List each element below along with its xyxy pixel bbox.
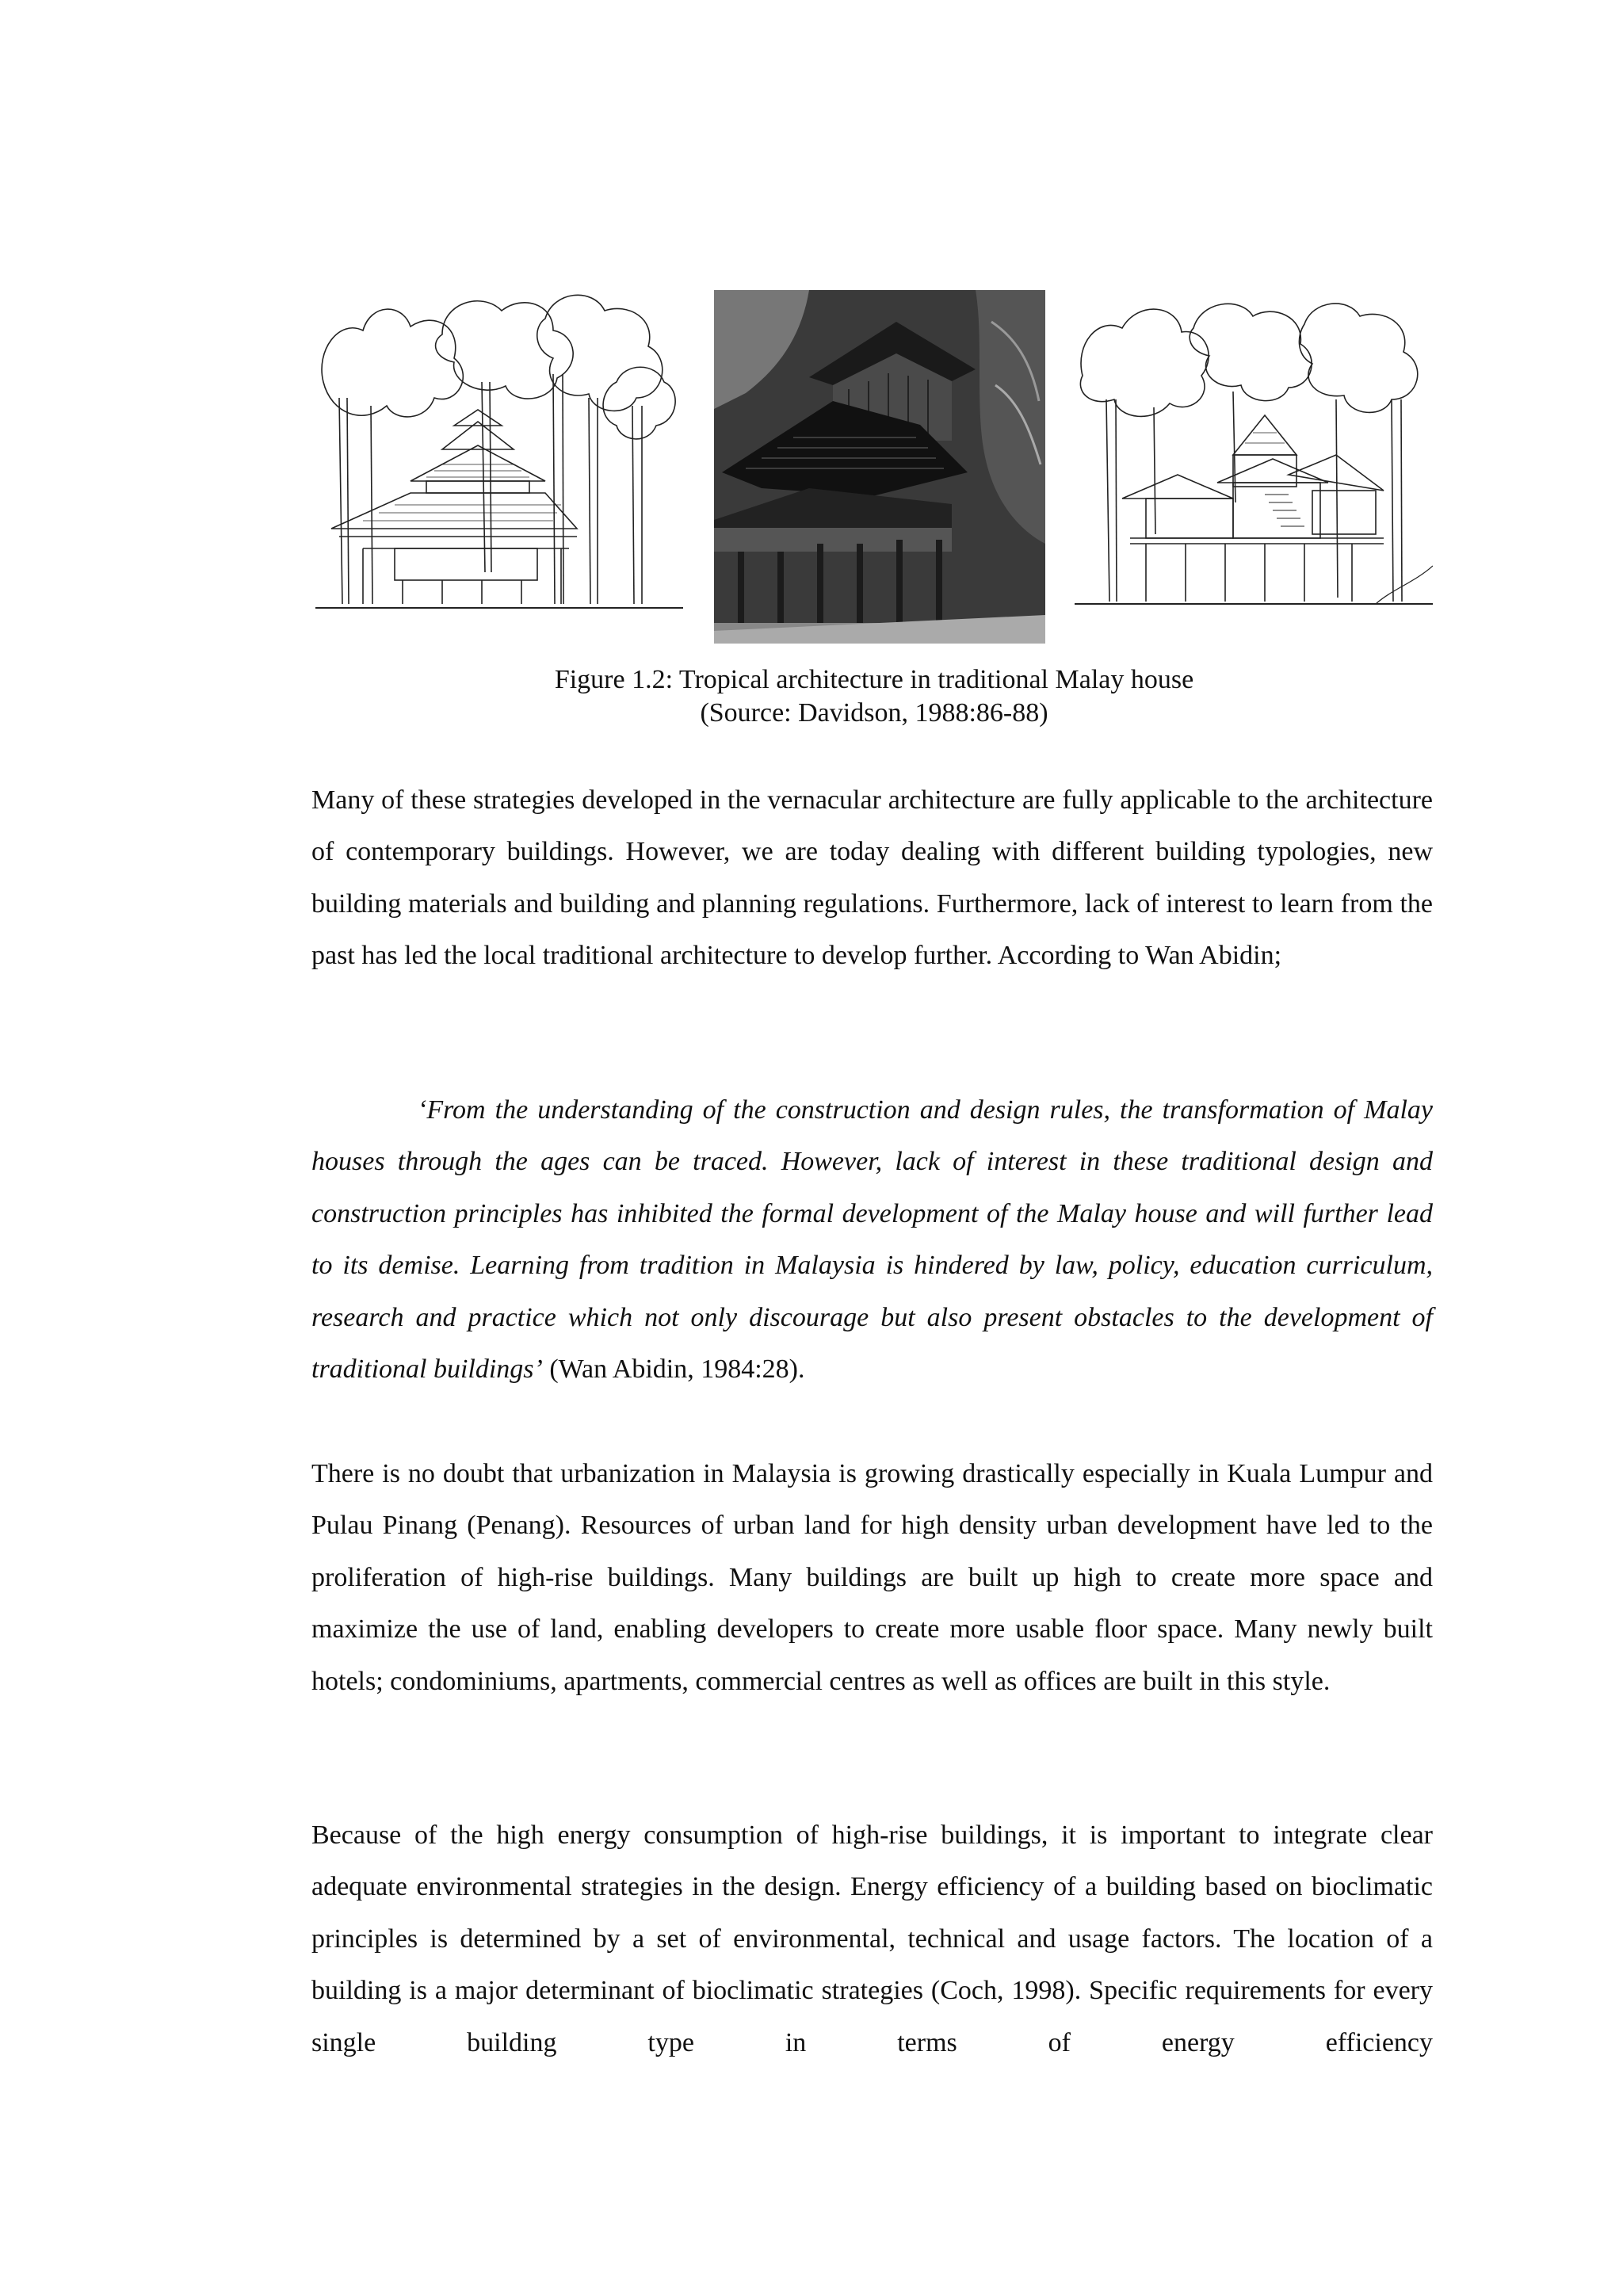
figure-images <box>315 287 1433 644</box>
malay-house-photograph-icon <box>714 290 1045 644</box>
block-quote-wan-abidin <box>311 1084 1433 1395</box>
figure-caption-source: (Source: Davidson, 1988:86-88) <box>700 698 1048 728</box>
paragraph-urbanization: There is no doubt that urbanization in Malaysia is growing drastically especially in Kuala Lumpur and Pulau Pinang (Penang). Resources of urban land for high density urban development have led to the proliferation of high-rise buildings. Many buildings are built up high to create more space and maximize the use of land, enabling developers to create more usable floor space. Many newly built hotels; condominiums, apartments, commercial centres as well as offices are built in this style. <box>311 1459 1433 1696</box>
paragraph-vernacular-strategies: Many of these strategies developed in the vernacular architecture are fully applicable to the architecture of contemporary buildings. However, we are today dealing with different building typologies, new building materials and building and planning regulations. Furthermore, lack of interest to learn from the past has led the local traditional architecture to develop further. According to Wan Abidin; <box>311 785 1433 971</box>
quote-text: ‘From the understanding of the construction and design rules, the transformation of Malay houses through the ages can be traced. However, lack of interest in these traditional design and construction principles has inhibited the formal development of the Malay house and will further lead to its demise. Learning from tradition in Malaysia is hindered by law, policy, education curriculum, research and practice which not only discourage but also present obstacles to the development of traditional buildings’ <box>311 1095 1433 1385</box>
malay-house-section-drawing-icon <box>1075 296 1433 615</box>
paragraph-energy-consumption: Because of the high energy consumption of high-rise buildings, it is important to integrate clear adequate environmental strategies in the design. Energy efficiency of a building based on bioclimatic principles is determined by a set of environmental, technical and usage factors. The location of a building is a major determinant of bioclimatic strategies (Coch, 1998). Specific requirements for every single building type in terms of energy efficiency <box>311 1820 1433 2057</box>
figure-caption <box>315 663 1433 730</box>
quote-reference: (Wan Abidin, 1984:28). <box>542 1354 805 1385</box>
malay-house-elevation-drawing-icon <box>315 287 683 621</box>
figure-caption-title: Figure 1.2: Tropical architecture in traditional Malay house <box>554 665 1194 694</box>
